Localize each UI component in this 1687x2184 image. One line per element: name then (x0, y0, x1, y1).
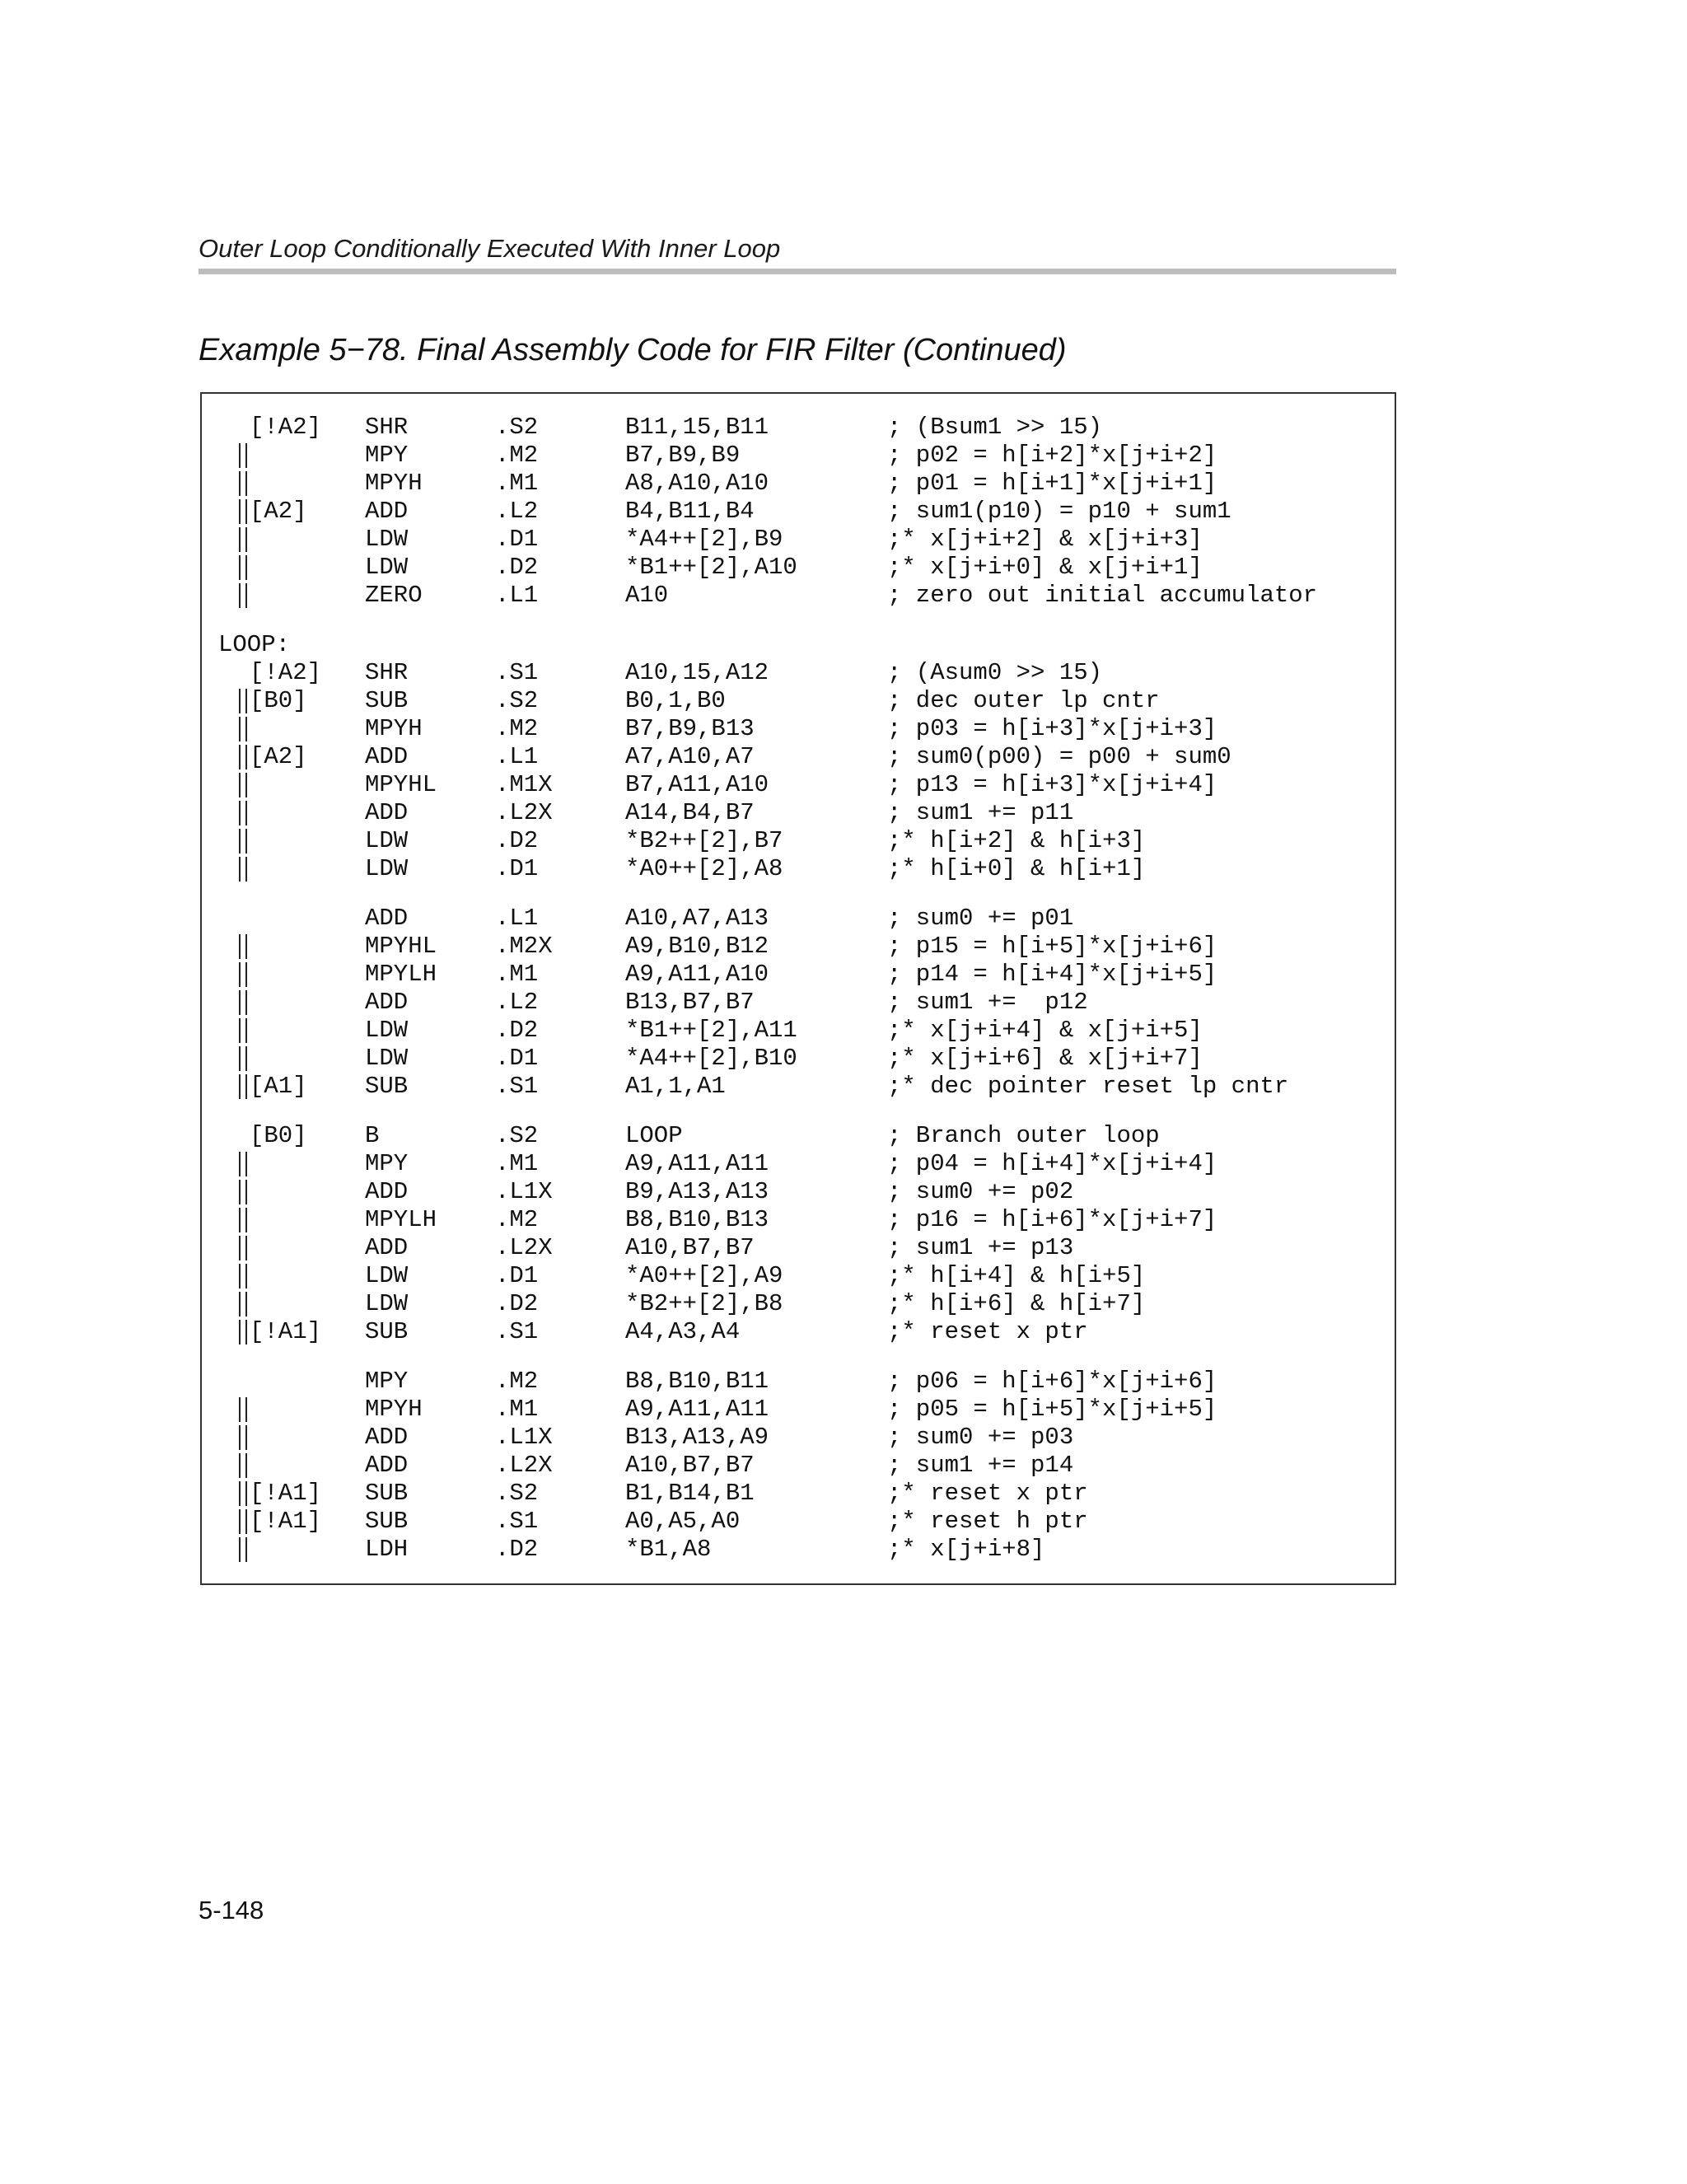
operands: A9,A11,A11 (625, 1396, 769, 1423)
comment: ;* h[i+2] & h[i+3] (887, 827, 1146, 854)
functional-unit: .D1 (495, 1045, 539, 1072)
operands: B11,15,B11 (625, 414, 769, 441)
code-listing-box (200, 392, 1396, 1585)
comment: ;* dec pointer reset lp cntr (887, 1073, 1289, 1100)
condition: [!A2] (250, 414, 322, 441)
operands: B0,1,B0 (625, 687, 726, 714)
functional-unit: .M2 (495, 715, 539, 742)
comment: ; p06 = h[i+6]*x[j+i+6] (887, 1368, 1217, 1395)
operands: B7,B9,B9 (625, 442, 741, 469)
operands: *B1,A8 (625, 1536, 712, 1563)
example-title: Example 5−78. Final Assembly Code for FIR Filter (Continued) (199, 333, 1067, 367)
operands: *A0++[2],A9 (625, 1262, 783, 1289)
opcode: MPYH (365, 715, 423, 742)
functional-unit: .S1 (495, 1508, 539, 1535)
functional-unit: .S2 (495, 687, 539, 714)
opcode: SUB (365, 1073, 409, 1100)
functional-unit: .M1 (495, 1150, 539, 1177)
comment: ;* reset x ptr (887, 1318, 1088, 1345)
operands: *A4++[2],B10 (625, 1045, 797, 1072)
functional-unit: .D2 (495, 1017, 539, 1044)
parallel-bars-icon (237, 1178, 250, 1206)
parallel-bars-icon (237, 933, 250, 961)
comment: ;* h[i+0] & h[i+1] (887, 855, 1146, 882)
comment: ; sum1 += p13 (887, 1234, 1074, 1261)
parallel-bars-icon (237, 554, 250, 582)
condition: [B0] (250, 1122, 307, 1149)
comment: ; p15 = h[i+5]*x[j+i+6] (887, 933, 1217, 960)
comment: ; p13 = h[i+3]*x[j+i+4] (887, 771, 1217, 798)
page-number: 5-148 (199, 1896, 264, 1924)
parallel-bars-icon (237, 1045, 250, 1073)
functional-unit: .D2 (495, 1290, 539, 1317)
comment: ; p03 = h[i+3]*x[j+i+3] (887, 715, 1217, 742)
functional-unit: .M1 (495, 470, 539, 497)
comment: ;* h[i+6] & h[i+7] (887, 1290, 1146, 1317)
opcode: ADD (365, 905, 409, 932)
functional-unit: .D2 (495, 1536, 539, 1563)
operands: A10,B7,B7 (625, 1234, 755, 1261)
operands: A10,A7,A13 (625, 905, 769, 932)
comment: ; p16 = h[i+6]*x[j+i+7] (887, 1206, 1217, 1233)
condition: [A1] (250, 1073, 307, 1100)
opcode: LDH (365, 1536, 409, 1563)
operands: B1,B14,B1 (625, 1480, 755, 1507)
operands: B7,A11,A10 (625, 771, 769, 798)
opcode: MPYH (365, 470, 423, 497)
operands: A1,1,A1 (625, 1073, 726, 1100)
comment: ; p05 = h[i+5]*x[j+i+5] (887, 1396, 1217, 1423)
opcode: ADD (365, 1234, 409, 1261)
functional-unit: .D1 (495, 1262, 539, 1289)
functional-unit: .M2 (495, 1206, 539, 1233)
operands: *B1++[2],A10 (625, 554, 797, 581)
opcode: ZERO (365, 582, 423, 609)
running-head: Outer Loop Conditionally Executed With Inner Loop (199, 234, 781, 263)
parallel-bars-icon (237, 1073, 250, 1101)
functional-unit: .S2 (495, 1480, 539, 1507)
operands: B9,A13,A13 (625, 1178, 769, 1205)
line-label: LOOP: (218, 631, 291, 658)
operands: B8,B10,B11 (625, 1368, 769, 1395)
comment: ; sum1(p10) = p10 + sum1 (887, 498, 1231, 525)
operands: A9,B10,B12 (625, 933, 769, 960)
operands: *B1++[2],A11 (625, 1017, 797, 1044)
parallel-bars-icon (237, 1150, 250, 1178)
parallel-bars-icon (237, 1234, 250, 1262)
opcode: ADD (365, 1424, 409, 1451)
parallel-bars-icon (237, 582, 250, 610)
parallel-bars-icon (237, 743, 250, 771)
operands: A10,15,A12 (625, 659, 769, 686)
comment: ;* x[j+i+2] & x[j+i+3] (887, 526, 1203, 553)
comment: ; sum0(p00) = p00 + sum0 (887, 743, 1231, 770)
operands: B8,B10,B13 (625, 1206, 769, 1233)
parallel-bars-icon (237, 1536, 250, 1564)
operands: A7,A10,A7 (625, 743, 755, 770)
parallel-bars-icon (237, 989, 250, 1017)
parallel-bars-icon (237, 1452, 250, 1480)
parallel-bars-icon (237, 498, 250, 526)
comment: ; sum1 += p11 (887, 799, 1074, 826)
opcode: LDW (365, 1045, 409, 1072)
opcode: ADD (365, 1452, 409, 1479)
functional-unit: .M1X (495, 771, 553, 798)
functional-unit: .D2 (495, 827, 539, 854)
parallel-bars-icon (237, 827, 250, 855)
parallel-bars-icon (237, 855, 250, 883)
condition: [A2] (250, 743, 307, 770)
opcode: ADD (365, 1178, 409, 1205)
functional-unit: .D2 (495, 554, 539, 581)
comment: ;* x[j+i+0] & x[j+i+1] (887, 554, 1203, 581)
parallel-bars-icon (237, 771, 250, 799)
operands: *A4++[2],B9 (625, 526, 783, 553)
functional-unit: .S1 (495, 659, 539, 686)
parallel-bars-icon (237, 1017, 250, 1045)
parallel-bars-icon (237, 799, 250, 827)
opcode: B (365, 1122, 380, 1149)
comment: ; (Bsum1 >> 15) (887, 414, 1103, 441)
comment: ;* reset x ptr (887, 1480, 1088, 1507)
operands: A9,A11,A10 (625, 961, 769, 988)
comment: ; p14 = h[i+4]*x[j+i+5] (887, 961, 1217, 988)
comment: ; zero out initial accumulator (887, 582, 1318, 609)
header-rule (199, 269, 1396, 274)
opcode: SHR (365, 414, 409, 441)
comment: ;* x[j+i+4] & x[j+i+5] (887, 1017, 1203, 1044)
parallel-bars-icon (237, 1508, 250, 1536)
functional-unit: .M1 (495, 1396, 539, 1423)
opcode: LDW (365, 526, 409, 553)
operands: A4,A3,A4 (625, 1318, 741, 1345)
opcode: ADD (365, 989, 409, 1016)
opcode: LDW (365, 1262, 409, 1289)
opcode: MPYLH (365, 1206, 437, 1233)
parallel-bars-icon (237, 1480, 250, 1508)
comment: ; Branch outer loop (887, 1122, 1160, 1149)
comment: ; sum0 += p02 (887, 1178, 1074, 1205)
parallel-bars-icon (237, 1262, 250, 1290)
parallel-bars-icon (237, 715, 250, 743)
opcode: MPYH (365, 1396, 423, 1423)
opcode: MPYHL (365, 771, 437, 798)
comment: ; sum0 += p03 (887, 1424, 1074, 1451)
operands: B7,B9,B13 (625, 715, 755, 742)
opcode: ADD (365, 799, 409, 826)
functional-unit: .L2X (495, 1234, 553, 1261)
opcode: MPY (365, 1368, 409, 1395)
functional-unit: .L1X (495, 1424, 553, 1451)
opcode: MPYLH (365, 961, 437, 988)
parallel-bars-icon (237, 1424, 250, 1452)
operands: B13,A13,A9 (625, 1424, 769, 1451)
functional-unit: .L2 (495, 989, 539, 1016)
condition: [A2] (250, 498, 307, 525)
operands: A8,A10,A10 (625, 470, 769, 497)
condition: [!A2] (250, 659, 322, 686)
opcode: SUB (365, 1480, 409, 1507)
parallel-bars-icon (237, 1206, 250, 1234)
opcode: SUB (365, 1508, 409, 1535)
comment: ; sum1 += p14 (887, 1452, 1074, 1479)
opcode: LDW (365, 827, 409, 854)
parallel-bars-icon (237, 1290, 250, 1318)
comment: ;* h[i+4] & h[i+5] (887, 1262, 1146, 1289)
parallel-bars-icon (237, 687, 250, 715)
operands: B13,B7,B7 (625, 989, 755, 1016)
parallel-bars-icon (237, 961, 250, 989)
opcode: LDW (365, 855, 409, 882)
functional-unit: .L2X (495, 1452, 553, 1479)
opcode: SUB (365, 1318, 409, 1345)
parallel-bars-icon (237, 1396, 250, 1424)
functional-unit: .L1X (495, 1178, 553, 1205)
condition: [!A1] (250, 1480, 322, 1507)
functional-unit: .S2 (495, 414, 539, 441)
comment: ; sum0 += p01 (887, 905, 1074, 932)
operands: B4,B11,B4 (625, 498, 755, 525)
comment: ; p04 = h[i+4]*x[j+i+4] (887, 1150, 1217, 1177)
opcode: ADD (365, 743, 409, 770)
condition: [!A1] (250, 1508, 322, 1535)
functional-unit: .D1 (495, 855, 539, 882)
functional-unit: .L1 (495, 743, 539, 770)
operands: A9,A11,A11 (625, 1150, 769, 1177)
functional-unit: .L1 (495, 905, 539, 932)
opcode: LDW (365, 1290, 409, 1317)
opcode: MPYHL (365, 933, 437, 960)
opcode: LDW (365, 554, 409, 581)
operands: *B2++[2],B7 (625, 827, 783, 854)
operands: *B2++[2],B8 (625, 1290, 783, 1317)
operands: A14,B4,B7 (625, 799, 755, 826)
operands: *A0++[2],A8 (625, 855, 783, 882)
functional-unit: .M1 (495, 961, 539, 988)
comment: ; dec outer lp cntr (887, 687, 1160, 714)
parallel-bars-icon (237, 526, 250, 554)
parallel-bars-icon (237, 442, 250, 470)
comment: ;* x[j+i+6] & x[j+i+7] (887, 1045, 1203, 1072)
operands: A10 (625, 582, 669, 609)
functional-unit: .M2 (495, 1368, 539, 1395)
functional-unit: .S1 (495, 1073, 539, 1100)
functional-unit: .M2X (495, 933, 553, 960)
comment: ;* reset h ptr (887, 1508, 1088, 1535)
opcode: ADD (365, 498, 409, 525)
functional-unit: .L2X (495, 799, 553, 826)
functional-unit: .D1 (495, 526, 539, 553)
condition: [B0] (250, 687, 307, 714)
comment: ; p02 = h[i+2]*x[j+i+2] (887, 442, 1217, 469)
functional-unit: .L1 (495, 582, 539, 609)
functional-unit: .S1 (495, 1318, 539, 1345)
opcode: MPY (365, 442, 409, 469)
functional-unit: .M2 (495, 442, 539, 469)
comment: ; p01 = h[i+1]*x[j+i+1] (887, 470, 1217, 497)
opcode: MPY (365, 1150, 409, 1177)
operands: A10,B7,B7 (625, 1452, 755, 1479)
functional-unit: .L2 (495, 498, 539, 525)
comment: ;* x[j+i+8] (887, 1536, 1045, 1563)
operands: A0,A5,A0 (625, 1508, 741, 1535)
opcode: SHR (365, 659, 409, 686)
opcode: SUB (365, 687, 409, 714)
operands: LOOP (625, 1122, 683, 1149)
opcode: LDW (365, 1017, 409, 1044)
functional-unit: .S2 (495, 1122, 539, 1149)
parallel-bars-icon (237, 1318, 250, 1346)
comment: ; sum1 += p12 (887, 989, 1088, 1016)
parallel-bars-icon (237, 470, 250, 498)
comment: ; (Asum0 >> 15) (887, 659, 1103, 686)
condition: [!A1] (250, 1318, 322, 1345)
